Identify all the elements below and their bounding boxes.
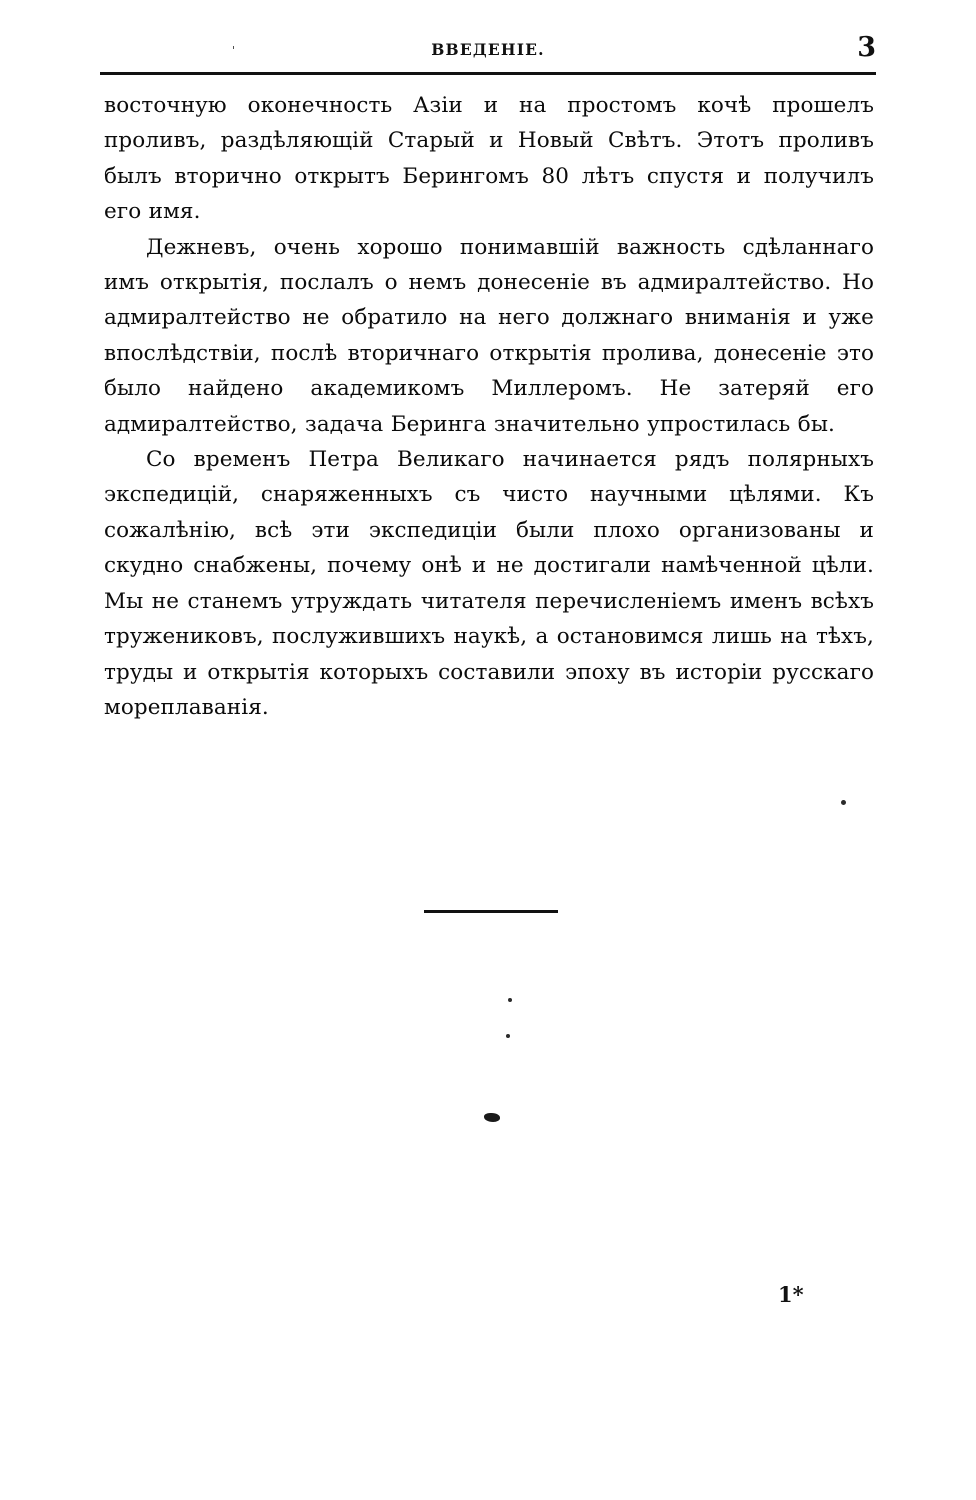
header-rule (100, 72, 876, 75)
paragraph: Дежневъ, очень хорошо понимавшій важность сдѣланнаго имъ открытія, послалъ о немъ донесеніе въ адмиралтейство. Но адмиралтейство не обратило на него должнаго вниманія и уже впослѣдствіи, послѣ вторичнаго открытія пролива, донесеніе это было найдено академикомъ Миллеромъ. Не затеряй его адмиралтейство, задача Беринга значительно упростилась бы. (104, 234, 874, 437)
page-number: 3 (857, 32, 876, 63)
paragraph: восточную оконечность Азіи и на простомъ кочѣ прошелъ проливъ, раздѣляющій Старый и Новый Свѣтъ. Этотъ проливъ былъ вторично открытъ Берингомъ 80 лѣтъ спустя и получилъ его имя. (104, 93, 874, 225)
running-head: ВВЕДЕНІЕ. (431, 40, 545, 59)
ink-speck (841, 800, 846, 805)
ink-speck (506, 1034, 510, 1038)
header-speck-mark: ' (232, 44, 236, 57)
page-header (100, 34, 876, 68)
ink-speck (508, 998, 512, 1002)
ink-blot (484, 1113, 500, 1122)
body-text (104, 88, 874, 725)
paragraph: Со временъ Петра Великаго начинается рядъ полярныхъ экспедицій, снаряженныхъ съ чисто научными цѣлями. Къ сожалѣнію, всѣ эти экспедиціи были плохо организованы и скудно снабжены, почему онѣ и не достигали намѣченной цѣли. Мы не станемъ утруждать читателя перечисленіемъ именъ всѣхъ тружениковъ, послужившихъ наукѣ, а остановимся лишь на тѣхъ, труды и открытія которыхъ составили эпоху въ исторіи русскаго мореплаванія. (104, 447, 874, 720)
section-divider-rule (424, 910, 558, 913)
signature-mark: 1* (778, 1282, 804, 1307)
